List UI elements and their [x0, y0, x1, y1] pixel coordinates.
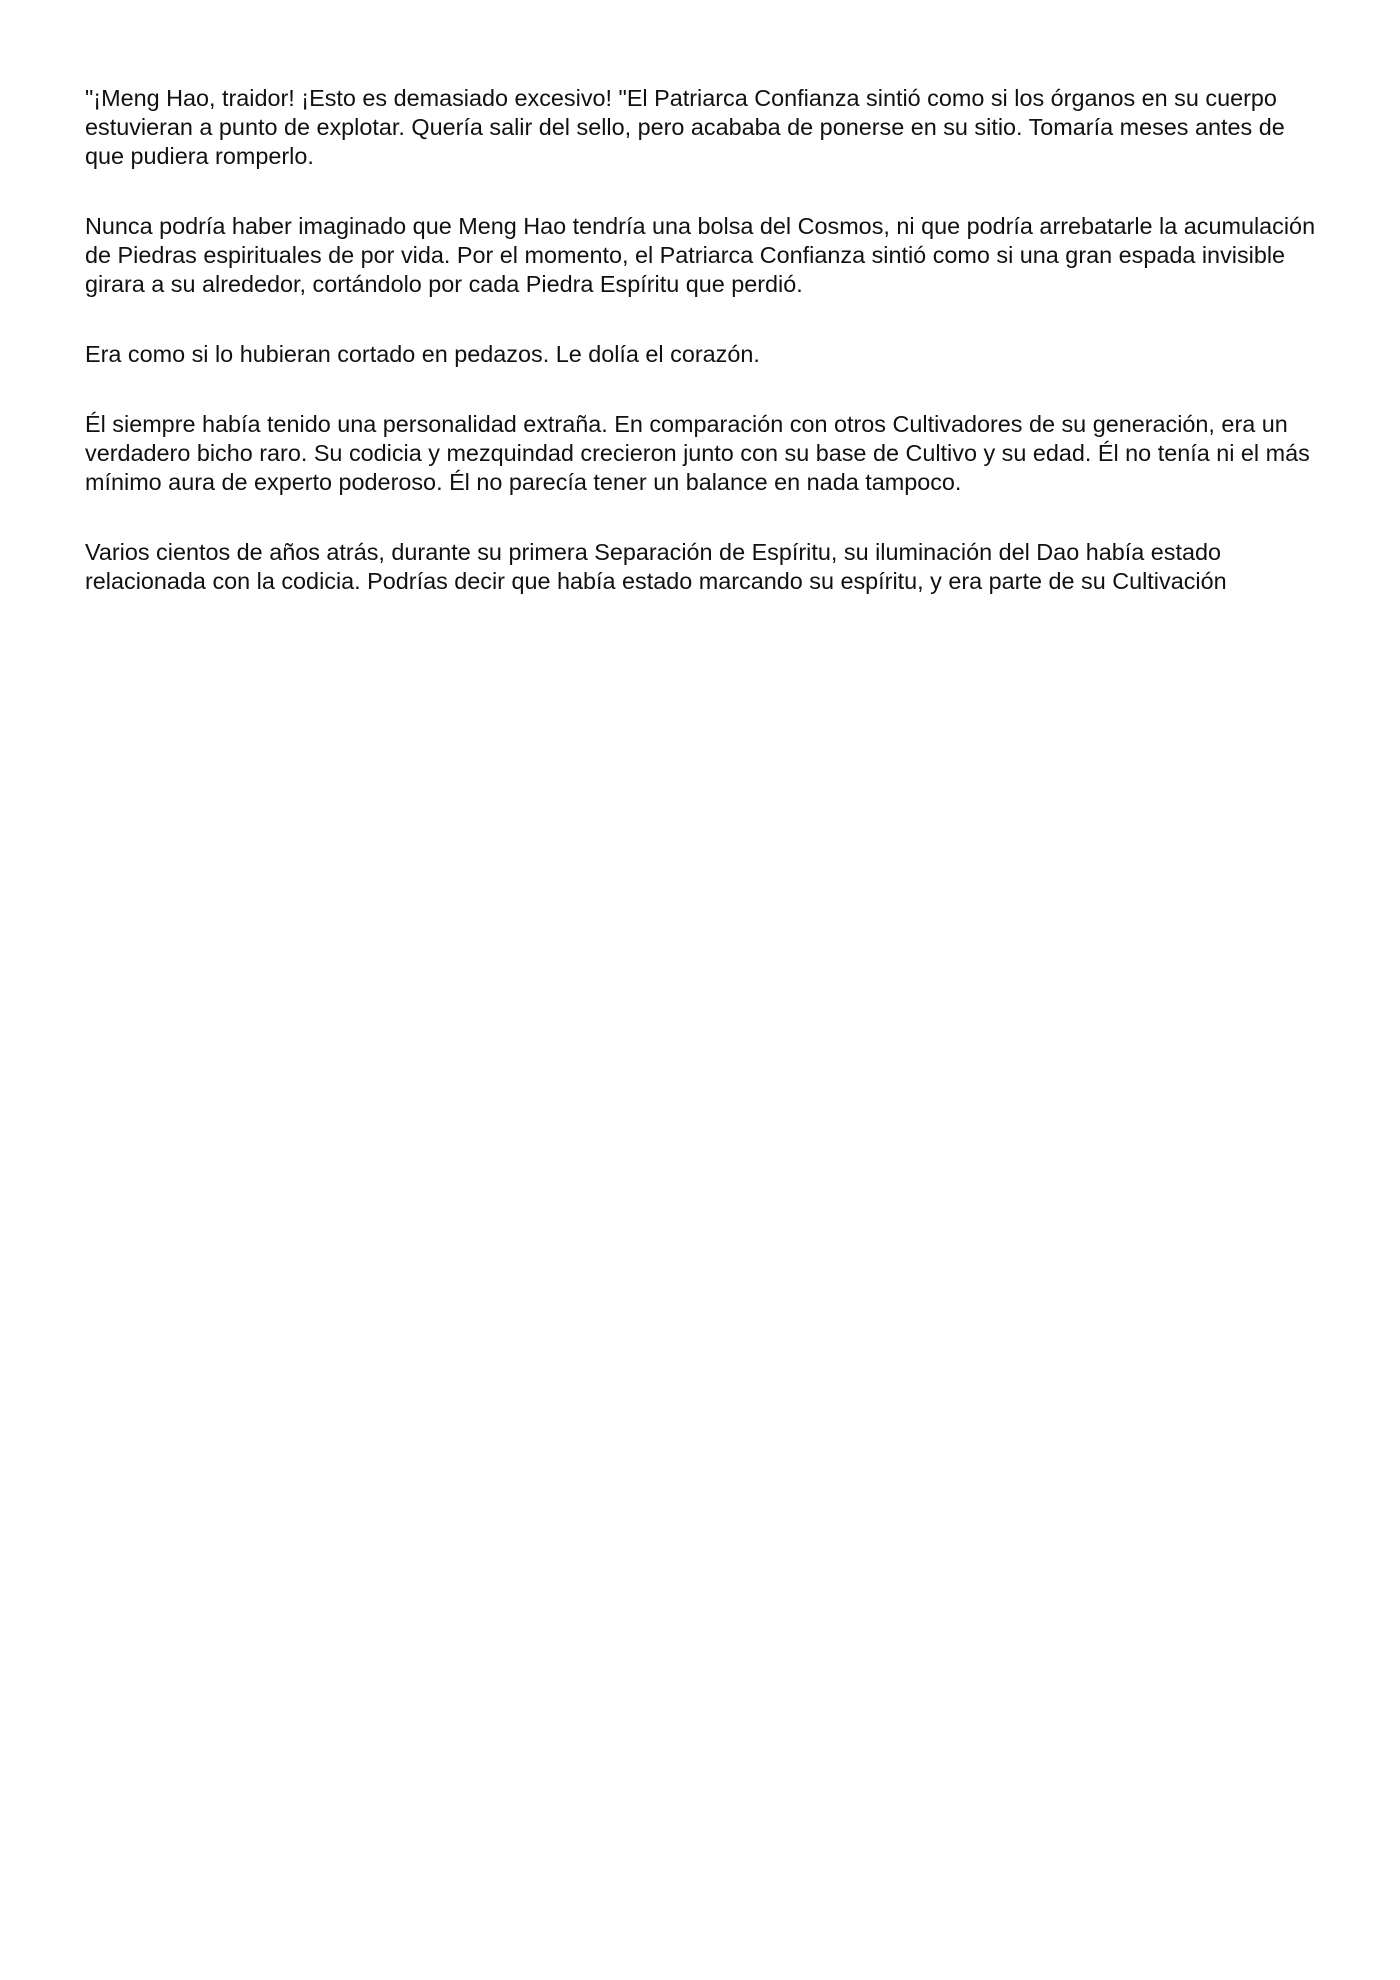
paragraph: Él siempre había tenido una personalidad extraña. En comparación con otros Cultivadores de su generación, era un verdadero bicho raro. Su codicia y mezquindad crecieron junto con su base de Cultivo y su edad. Él no tenía ni el más mínimo aura de experto poderoso. Él no parecía tener un balance en nada tampoco.	[85, 411, 1310, 495]
paragraph: Varios cientos de años atrás, durante su primera Separación de Espíritu, su iluminación del Dao había estado relacionada con la codicia. Podrías decir que había estado marcando su espíritu, y era parte de su Cultivación	[85, 539, 1227, 594]
paragraph: "¡Meng Hao, traidor! ¡Esto es demasiado excesivo! "El Patriarca Confianza sintió como si los órganos en su cuerpo estuvieran a punto de explotar. Quería salir del sello, pero acababa de ponerse en su sitio. Tomaría meses antes de que pudiera romperlo.	[85, 85, 1285, 169]
document-body	[85, 84, 1330, 596]
paragraph: Era como si lo hubieran cortado en pedazos. Le dolía el corazón.	[85, 341, 760, 367]
paragraph: Nunca podría haber imaginado que Meng Hao tendría una bolsa del Cosmos, ni que podría arrebatarle la acumulación de Piedras espirituales de por vida. Por el momento, el Patriarca Confianza sintió como si una gran espada invisible girara a su alrededor, cortándolo por cada Piedra Espíritu que perdió.	[85, 213, 1316, 297]
